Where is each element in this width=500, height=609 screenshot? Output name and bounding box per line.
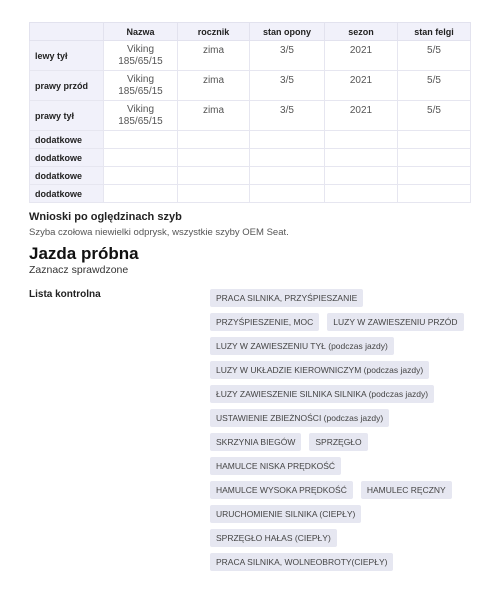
check-acceleration-power[interactable]: PRZYŚPIESZENIE, MOC xyxy=(210,313,319,331)
check-engine-idle-warm[interactable]: PRACA SILNIKA, WOLNEOBROTY(CIEPŁY) xyxy=(210,553,393,571)
check-front-suspension-play[interactable]: LUZY W ZAWIESZENIU PRZÓD xyxy=(327,313,463,331)
tire-type-cell[interactable] xyxy=(178,131,250,149)
tire-state-cell: 3/5 xyxy=(250,101,325,131)
tire-state-cell[interactable] xyxy=(250,131,325,149)
rim-state-cell[interactable] xyxy=(398,167,471,185)
header-rim-state: stan felgi xyxy=(398,23,471,41)
rim-state-cell[interactable] xyxy=(398,185,471,203)
check-handbrake[interactable]: HAMULEC RĘCZNY xyxy=(361,481,452,499)
table-row xyxy=(30,167,471,185)
check-steering-play[interactable]: LUZY W UKŁADZIE KIEROWNICZYM (podczas jazdy) xyxy=(210,361,429,379)
tire-name-cell: Viking 185/65/15 xyxy=(104,71,178,101)
season-cell[interactable] xyxy=(325,131,398,149)
check-brakes-high-speed[interactable]: HAMULCE WYSOKA PRĘDKOŚĆ xyxy=(210,481,353,499)
table-row xyxy=(30,185,471,203)
tire-type-cell[interactable] xyxy=(178,185,250,203)
rim-state-cell: 5/5 xyxy=(398,71,471,101)
tire-name-cell[interactable] xyxy=(104,131,178,149)
check-rear-suspension-play[interactable]: LUZY W ZAWIESZENIU TYŁ (podczas jazdy) xyxy=(210,337,394,355)
checklist-label: Lista kontrolna xyxy=(29,289,101,300)
row-label: dodatkowe xyxy=(30,131,104,149)
table-row xyxy=(30,131,471,149)
row-label: dodatkowe xyxy=(30,167,104,185)
row-label: dodatkowe xyxy=(30,149,104,167)
tire-state-cell[interactable] xyxy=(250,185,325,203)
table-row xyxy=(30,149,471,167)
tire-type-cell[interactable] xyxy=(178,149,250,167)
rim-state-cell[interactable] xyxy=(398,149,471,167)
tire-name-cell[interactable] xyxy=(104,185,178,203)
season-cell: 2021 xyxy=(325,71,398,101)
table-header-row xyxy=(30,23,471,41)
row-label: prawy przód xyxy=(30,71,104,101)
check-wheel-alignment[interactable]: USTAWIENIE ZBIEŻNOŚCI (podczas jazdy) xyxy=(210,409,389,427)
header-name: Nazwa xyxy=(104,23,178,41)
tire-state-cell: 3/5 xyxy=(250,71,325,101)
check-gearbox[interactable]: SKRZYNIA BIEGÓW xyxy=(210,433,301,451)
header-tire-state: stan opony xyxy=(250,23,325,41)
test-drive-hint: Zaznacz sprawdzone xyxy=(29,264,129,276)
season-cell[interactable] xyxy=(325,149,398,167)
row-label: lewy tył xyxy=(30,41,104,71)
season-cell[interactable] xyxy=(325,185,398,203)
table-row xyxy=(30,41,471,71)
test-drive-title: Jazda próbna xyxy=(29,244,139,263)
rim-state-cell: 5/5 xyxy=(398,101,471,131)
check-engine-start-warm[interactable]: URUCHOMIENIE SILNIKA (CIEPŁY) xyxy=(210,505,361,523)
table-row xyxy=(30,101,471,131)
glass-inspection-note: Szyba czołowa niewielki odprysk, wszystkie szyby OEM Seat. xyxy=(29,227,289,238)
header-year: rocznik xyxy=(178,23,250,41)
header-corner xyxy=(30,23,104,41)
row-label: prawy tył xyxy=(30,101,104,131)
season-cell[interactable] xyxy=(325,167,398,185)
row-label: dodatkowe xyxy=(30,185,104,203)
tire-name-cell[interactable] xyxy=(104,167,178,185)
glass-inspection-title: Wnioski po oględzinach szyb xyxy=(29,211,182,223)
tire-type-cell: zima xyxy=(178,41,250,71)
check-clutch-noise-warm[interactable]: SPRZĘGŁO HAŁAS (CIEPŁY) xyxy=(210,529,337,547)
tire-state-cell[interactable] xyxy=(250,167,325,185)
tire-state-cell: 3/5 xyxy=(250,41,325,71)
check-brakes-low-speed[interactable]: HAMULCE NISKA PRĘDKOŚĆ xyxy=(210,457,341,475)
tire-name-cell: Viking 185/65/15 xyxy=(104,101,178,131)
check-engine-acceleration[interactable]: PRACA SILNIKA, PRZYŚPIESZANIE xyxy=(210,289,363,307)
header-season: sezon xyxy=(325,23,398,41)
tire-name-cell[interactable] xyxy=(104,149,178,167)
check-engine-mount-play[interactable]: ŁUZY ZAWIESZENIE SILNIKA SILNIKA (podczas jazdy) xyxy=(210,385,434,403)
season-cell: 2021 xyxy=(325,41,398,71)
tire-name-cell: Viking 185/65/15 xyxy=(104,41,178,71)
rim-state-cell[interactable] xyxy=(398,131,471,149)
table-row xyxy=(30,71,471,101)
check-clutch[interactable]: SPRZĘGŁO xyxy=(309,433,367,451)
tire-type-cell[interactable] xyxy=(178,167,250,185)
tire-type-cell: zima xyxy=(178,101,250,131)
checklist-options xyxy=(210,289,480,571)
tire-state-cell[interactable] xyxy=(250,149,325,167)
season-cell: 2021 xyxy=(325,101,398,131)
tire-condition-table xyxy=(29,22,471,203)
tire-type-cell: zima xyxy=(178,71,250,101)
rim-state-cell: 5/5 xyxy=(398,41,471,71)
